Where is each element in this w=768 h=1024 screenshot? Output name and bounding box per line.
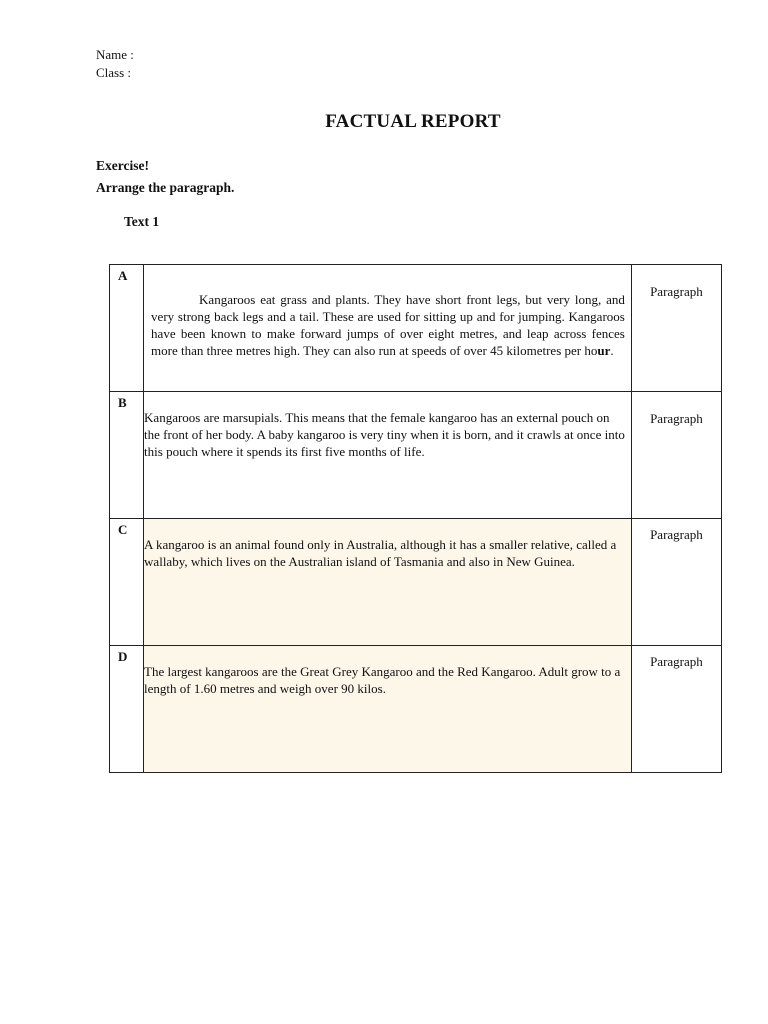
paragraph-label: Paragraph bbox=[650, 654, 703, 669]
paragraph-text-tail: . bbox=[610, 343, 614, 358]
name-label: Name : bbox=[96, 47, 134, 62]
paragraph-text-bold: ur bbox=[597, 343, 611, 358]
row-letter: B bbox=[110, 392, 144, 519]
paragraph-answer-cell[interactable] bbox=[631, 392, 721, 519]
paragraph-text-main: Kangaroos eat grass and plants. They have short front legs, but very long, and very strong back legs and a tail. These are used for sitting up and for jumping. Kangaroos have been known to make forward jumps of over eight metres, and leap across fences more than three metres high. They can also run at speeds of over 45 kilometres per ho bbox=[151, 292, 625, 358]
page-title: FACTUAL REPORT bbox=[325, 111, 501, 132]
paragraph-text-cell bbox=[144, 646, 632, 773]
table-row bbox=[110, 265, 722, 392]
paragraph-text bbox=[151, 291, 625, 359]
paragraph-answer-cell[interactable] bbox=[631, 265, 721, 392]
paragraph-answer-cell[interactable] bbox=[631, 519, 721, 646]
table-row bbox=[110, 519, 722, 646]
row-letter: A bbox=[110, 265, 144, 392]
paragraph-label: Paragraph bbox=[650, 284, 703, 299]
arrange-instruction: Arrange the paragraph. bbox=[96, 180, 235, 195]
paragraph-text-cell bbox=[144, 519, 632, 646]
paragraph-text: A kangaroo is an animal found only in Australia, although it has a smaller relative, called a wallaby, which lives on the Australian island of Tasmania and also in New Guinea. bbox=[144, 537, 617, 569]
paragraph-text-cell bbox=[144, 265, 632, 392]
paragraph-label: Paragraph bbox=[650, 411, 703, 426]
class-label: Class : bbox=[96, 65, 132, 80]
text-label: Text 1 bbox=[124, 214, 160, 229]
paragraph-label: Paragraph bbox=[650, 527, 703, 542]
row-letter: C bbox=[110, 519, 144, 646]
exercise-heading: Exercise! bbox=[96, 158, 149, 173]
paragraph-text: The largest kangaroos are the Great Grey Kangaroo and the Red Kangaroo. Adult grow to a length of 1.60 metres and weigh over 90 kilos. bbox=[144, 664, 621, 696]
paragraph-text: Kangaroos are marsupials. This means that the female kangaroo has an external pouch on the front of her body. A baby kangaroo is very tiny when it is born, and it crawls at once into this pouch where it spends its first five months of life. bbox=[144, 410, 625, 459]
paragraph-table bbox=[109, 264, 722, 773]
table-row bbox=[110, 646, 722, 773]
table-row bbox=[110, 392, 722, 519]
paragraph-text-cell bbox=[144, 392, 632, 519]
row-letter: D bbox=[110, 646, 144, 773]
paragraph-answer-cell[interactable] bbox=[631, 646, 721, 773]
